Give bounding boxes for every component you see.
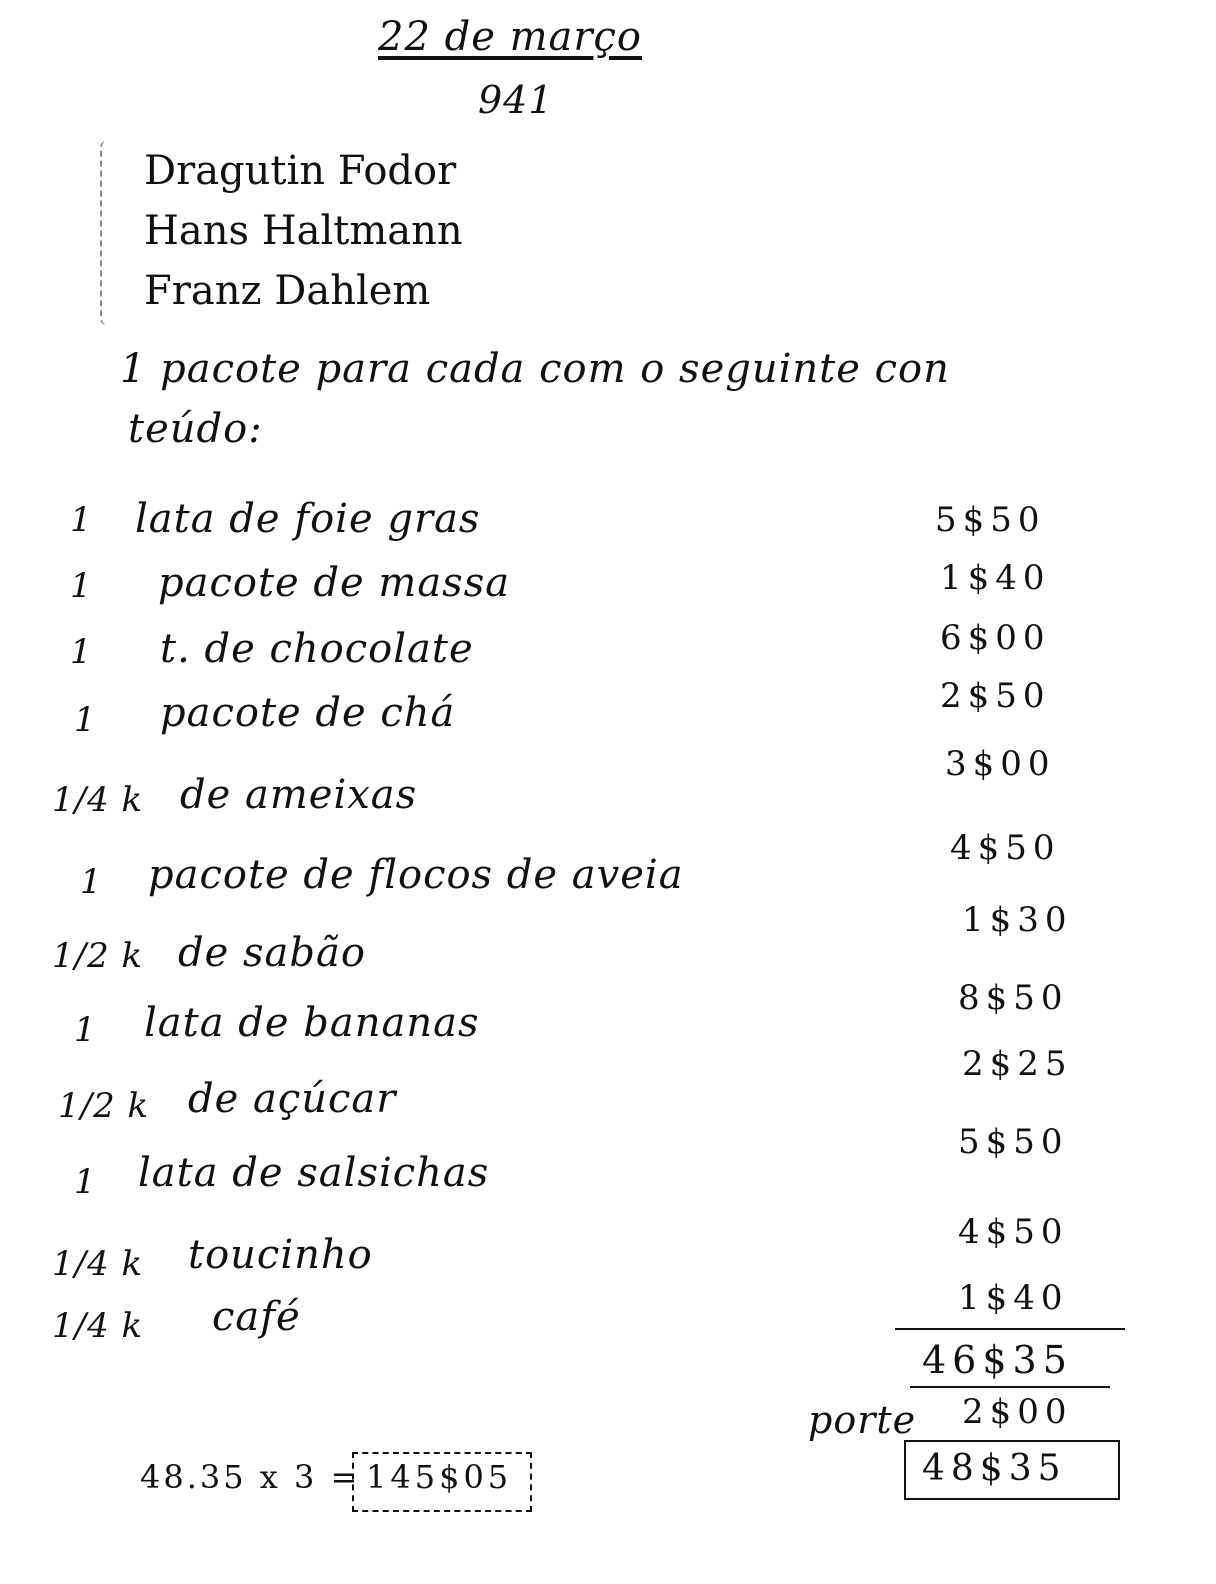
item-description: de sabão xyxy=(178,930,366,976)
recipient-names xyxy=(100,140,580,330)
item-quantity: 1 xyxy=(74,1010,97,1050)
item-description: lata de salsichas xyxy=(138,1150,490,1196)
item-description: de açúcar xyxy=(188,1076,397,1122)
intro-line-2: teúdo: xyxy=(128,406,263,452)
recipient-name: Franz Dahlem xyxy=(144,268,431,314)
item-price: 5$50 xyxy=(935,500,1046,540)
item-description: lata de foie gras xyxy=(135,496,481,542)
item-price: 2$25 xyxy=(962,1044,1073,1084)
item-quantity: 1/4 k xyxy=(52,1306,144,1346)
item-description: pacote de flocos de aveia xyxy=(148,852,684,898)
item-description: lata de bananas xyxy=(144,1000,480,1046)
document-date: 22 de março xyxy=(378,14,642,60)
document-year: 941 xyxy=(478,78,554,122)
item-quantity: 1 xyxy=(70,500,93,540)
item-price: 5$50 xyxy=(958,1122,1069,1162)
item-price: 4$50 xyxy=(958,1212,1069,1252)
calculation-expression: 48.35 x 3 = xyxy=(140,1458,361,1496)
item-description: de ameixas xyxy=(180,772,418,818)
item-quantity: 1/2 k xyxy=(58,1086,150,1126)
names-brace xyxy=(100,140,118,326)
item-quantity: 1 xyxy=(70,632,93,672)
item-description: t. de chocolate xyxy=(160,626,474,672)
intro-line-1: 1 pacote para cada com o seguinte con xyxy=(120,346,950,392)
item-quantity: 1 xyxy=(80,862,103,902)
item-price: 2$50 xyxy=(940,676,1051,716)
item-price: 3$00 xyxy=(945,744,1056,784)
recipient-name: Dragutin Fodor xyxy=(144,148,457,194)
grand-total: 48$35 xyxy=(922,1448,1067,1489)
item-price: 1$40 xyxy=(940,558,1051,598)
item-quantity: 1 xyxy=(74,1162,97,1202)
item-quantity: 1/4 k xyxy=(52,780,144,820)
subtotal-rule xyxy=(895,1328,1125,1330)
subtotal: 46$35 xyxy=(922,1338,1073,1382)
porte-amount: 2$00 xyxy=(962,1392,1073,1432)
subtotal-underline xyxy=(910,1386,1110,1388)
item-price: 1$40 xyxy=(958,1278,1069,1318)
item-quantity: 1/4 k xyxy=(52,1244,144,1284)
item-description: pacote de massa xyxy=(158,560,511,606)
item-quantity: 1 xyxy=(70,566,93,606)
item-price: 1$30 xyxy=(962,900,1073,940)
calculation-result: 145$05 xyxy=(366,1458,513,1496)
item-description: pacote de chá xyxy=(160,690,456,736)
item-price: 4$50 xyxy=(950,828,1061,868)
porte-label: porte xyxy=(808,1398,917,1442)
item-price: 6$00 xyxy=(940,618,1051,658)
item-quantity: 1 xyxy=(74,700,97,740)
item-quantity: 1/2 k xyxy=(52,936,144,976)
item-description: café xyxy=(212,1294,301,1340)
item-description: toucinho xyxy=(188,1232,373,1278)
recipient-name: Hans Haltmann xyxy=(144,208,463,254)
item-price: 8$50 xyxy=(958,978,1069,1018)
